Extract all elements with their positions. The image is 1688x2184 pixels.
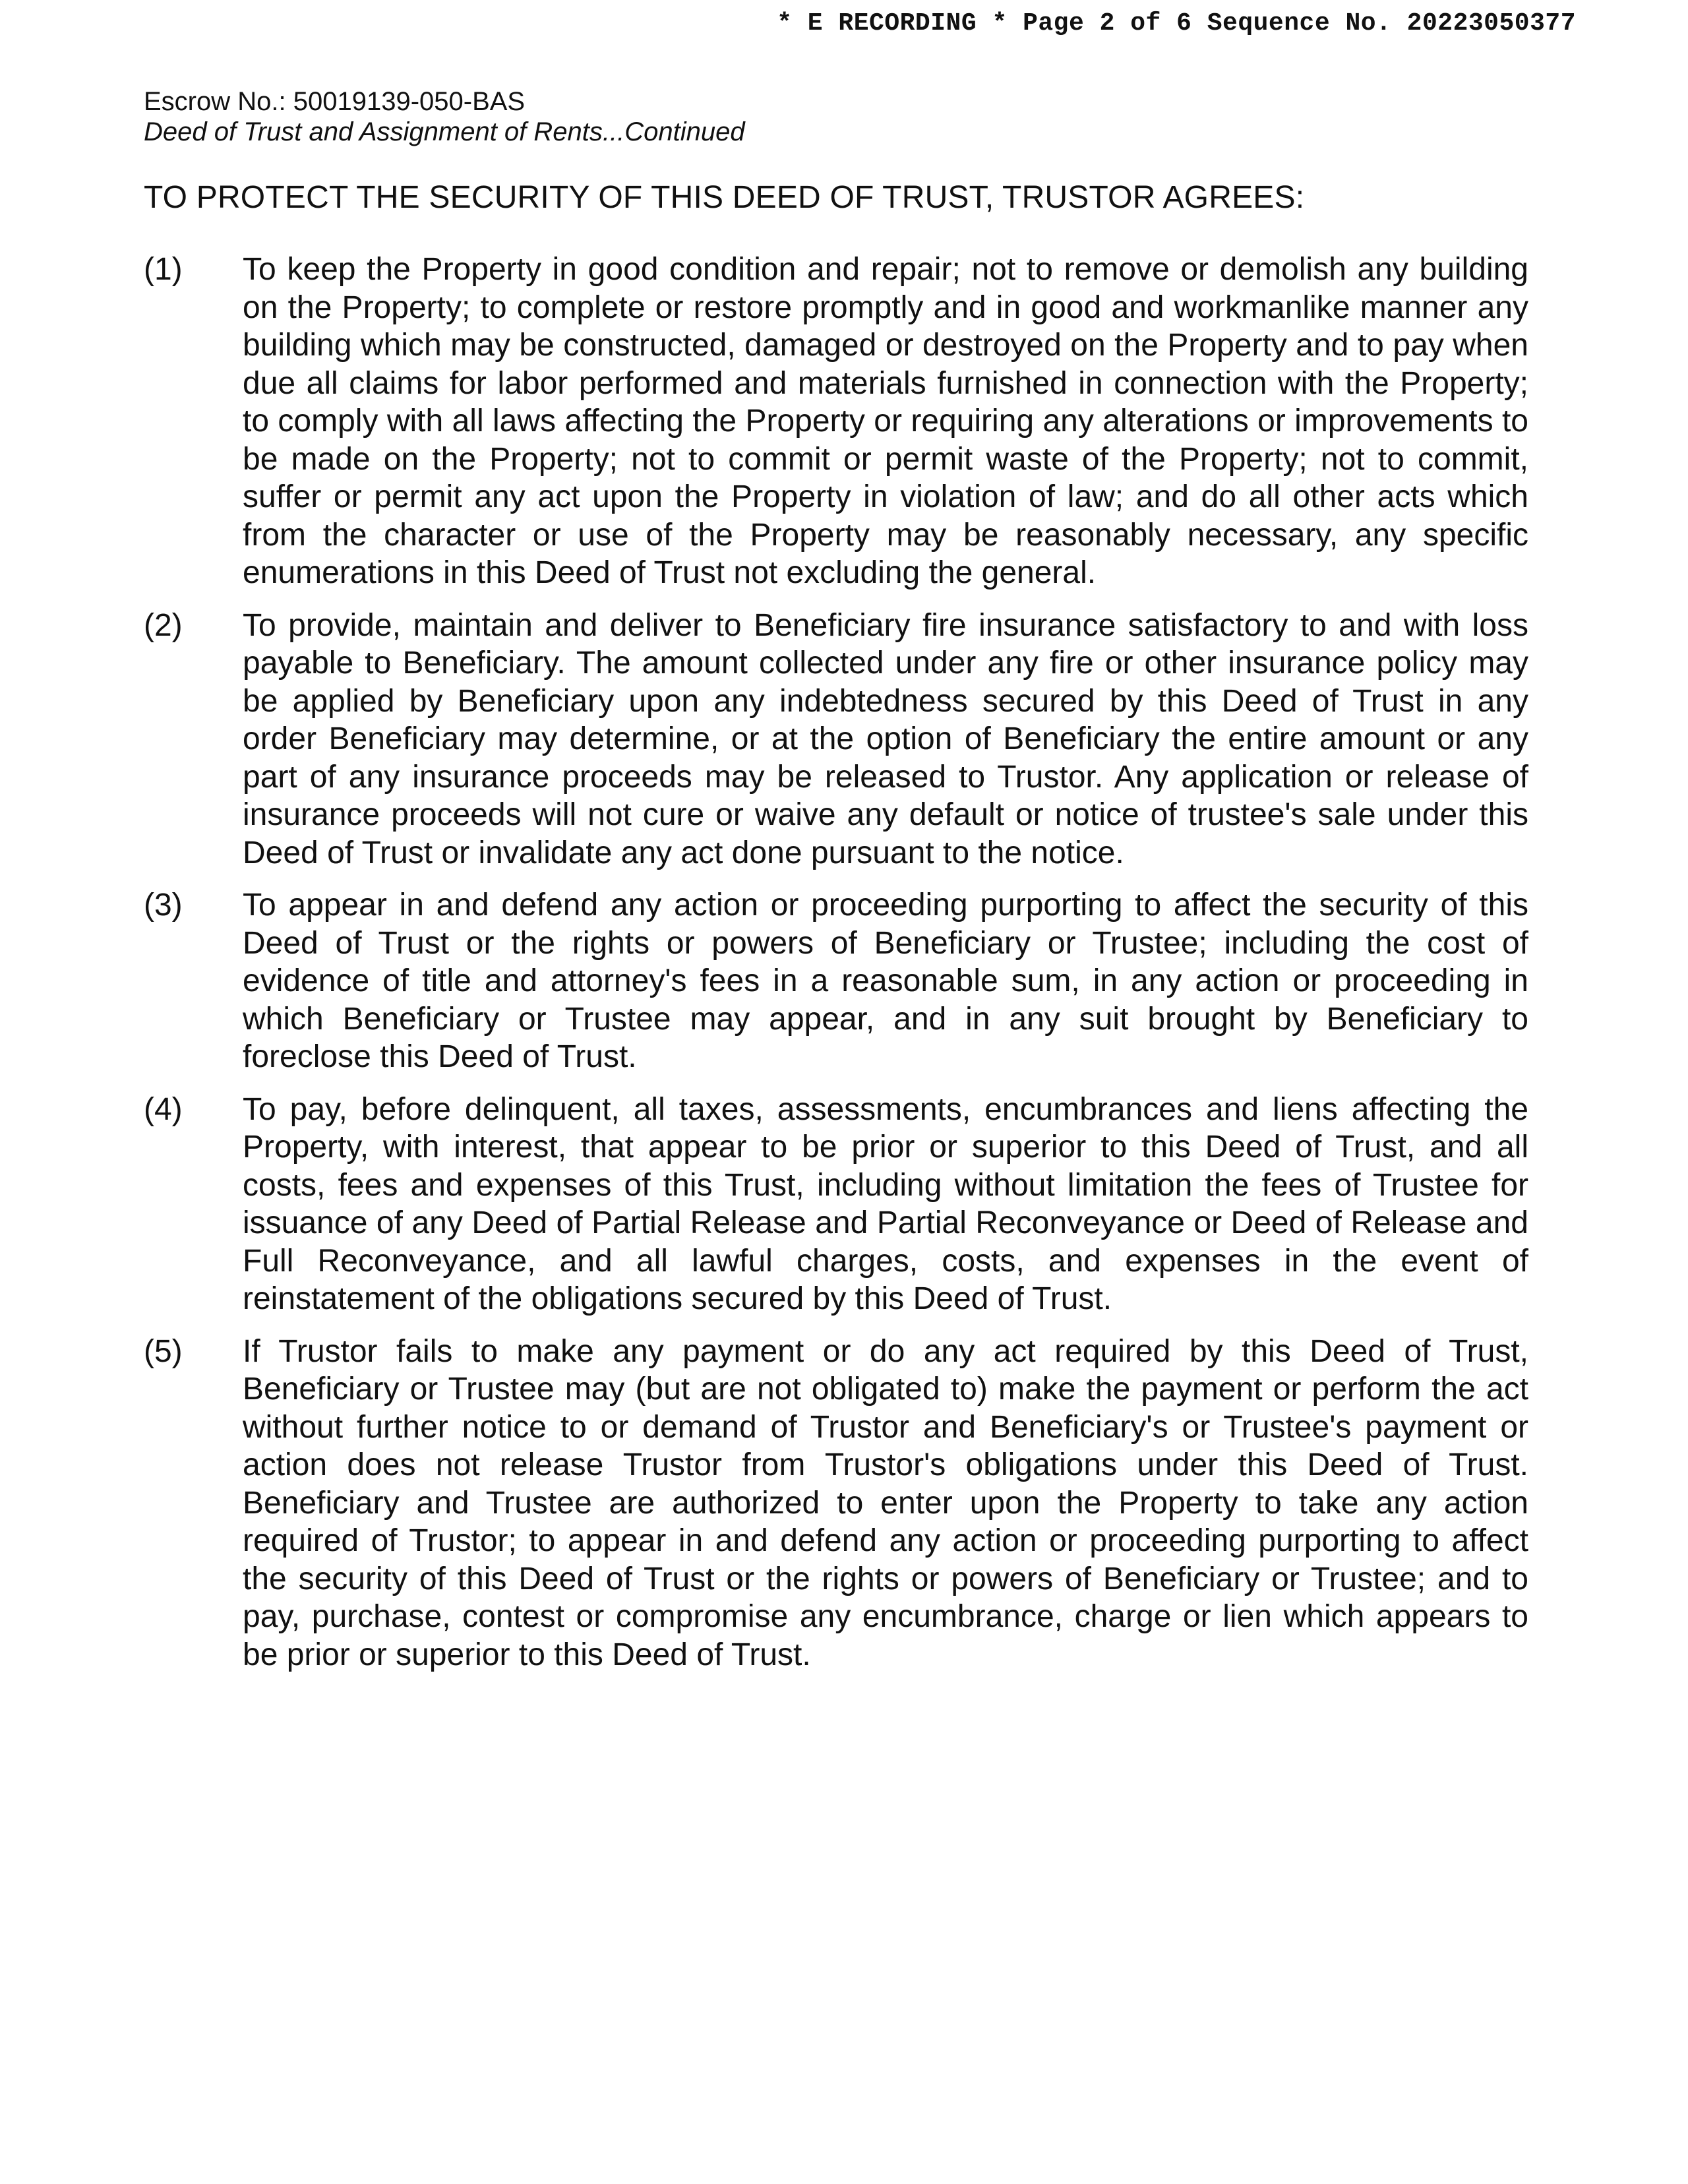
clause-number: (5)	[144, 1333, 183, 1369]
escrow-number: Escrow No.: 50019139-050-BAS	[144, 87, 526, 116]
clause-text: To provide, maintain and deliver to Beneficiary fire insurance satisfactory to and with loss payable to Beneficiary. The amount collected under any fire or other insurance policy may be applied by Beneficiary upon any indebtedness secured by this Deed of Trust in any order Beneficiary may determine, or at the option of Beneficiary the entire amount or any part of any insurance proceeds may be released to Trustor. Any application or release of insurance proceeds will not cure or waive any default or notice of trustee's sale under this Deed of Trust or invalidate any act done pursuant to the notice.	[243, 607, 1528, 870]
recording-header: * E RECORDING * Page 2 of 6 Sequence No. 20223050377	[777, 9, 1576, 38]
clause-1	[144, 251, 1528, 592]
clause-text: To pay, before delinquent, all taxes, assessments, encumbrances and liens affecting the Property, with interest, that appear to be prior or superior to this Deed of Trust, and all costs, fees and expenses of this Trust, including without limitation the fees of Trustee for issuance of any Deed of Partial Release and Partial Reconveyance or Deed of Release and Full Reconveyance, and all lawful charges, costs, and expenses in the event of reinstatement of the obligations secured by this Deed of Trust.	[243, 1091, 1528, 1316]
clause-text: To appear in and defend any action or proceeding purporting to affect the security of this Deed of Trust or the rights or powers of Beneficiary or Trustee; including the cost of evidence of title and attorney's fees in a reasonable sum, in any action or proceeding in which Beneficiary or Trustee may appear, and in any suit brought by Beneficiary to foreclose this Deed of Trust.	[243, 888, 1528, 1074]
clause-number: (2)	[144, 607, 183, 643]
clause-2	[144, 607, 1528, 872]
document-continued-title: Deed of Trust and Assignment of Rents...Continued	[144, 117, 745, 146]
clause-number: (3)	[144, 888, 183, 923]
clause-number: (4)	[144, 1091, 183, 1127]
clause-list	[144, 251, 1528, 1688]
clause-4	[144, 1091, 1528, 1318]
clause-text: If Trustor fails to make any payment or do any act required by this Deed of Trust, Beneficiary or Trustee may (but are not obligated to) make the payment or perform the act without further notice to or demand of Trustor and Beneficiary's or Trustee's payment or action does not release Trustor from Trustor's obligations under this Deed of Trust. Beneficiary and Trustee are authorized to enter upon the Property to take any action required of Trustor; to appear in and defend any action or proceeding purporting to affect the security of this Deed of Trust or the rights or powers of Beneficiary or Trustee; and to pay, purchase, contest or compromise any encumbrance, charge or lien which appears to be prior or superior to this Deed of Trust.	[243, 1333, 1528, 1672]
clause-3	[144, 886, 1528, 1076]
clause-5	[144, 1333, 1528, 1674]
clause-text: To keep the Property in good condition and repair; not to remove or demolish any building on the Property; to complete or restore promptly and in good and workmanlike manner any building which may be constructed, damaged or destroyed on the Property and to pay when due all claims for labor performed and materials furnished in connection with the Property; to comply with all laws affecting the Property or requiring any alterations or improvements to be made on the Property; not to commit or permit waste of the Property; not to commit, suffer or permit any act upon the Property in violation of law; and do all other acts which from the character or use of the Property may be reasonably necessary, any specific enumerations in this Deed of Trust not excluding the general.	[243, 252, 1528, 590]
section-heading: TO PROTECT THE SECURITY OF THIS DEED OF TRUST, TRUSTOR AGREES:	[144, 180, 1305, 215]
clause-number: (1)	[144, 252, 183, 287]
